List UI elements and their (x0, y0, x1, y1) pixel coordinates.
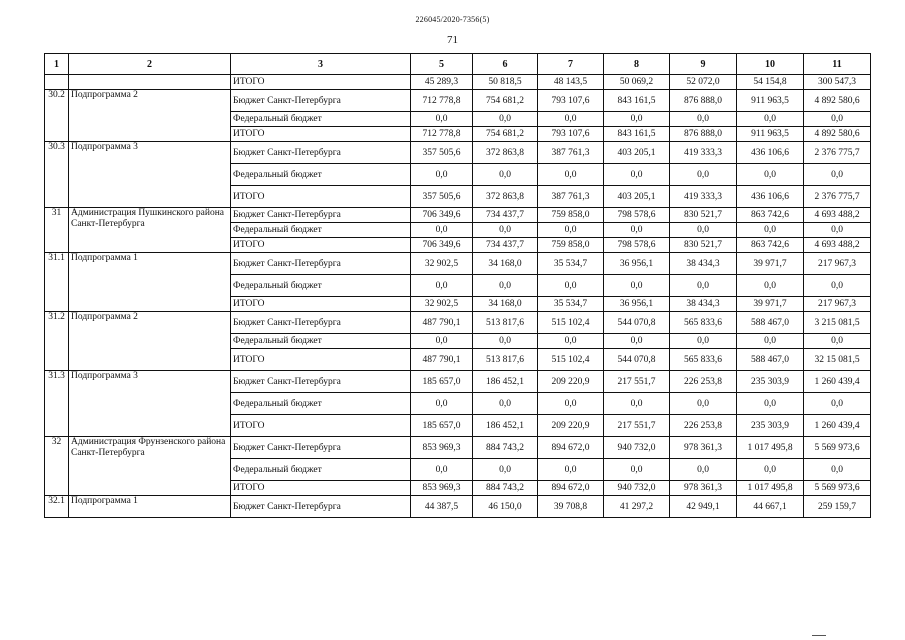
table-row (45, 312, 871, 334)
amount-cell: 0,0 (538, 164, 604, 186)
page-number: 71 (447, 34, 458, 46)
amount-cell: 0,0 (737, 334, 804, 349)
amount-cell: 0,0 (804, 334, 871, 349)
amount-cell: 940 732,0 (604, 437, 670, 459)
row-number: 31.1 (45, 253, 69, 312)
amount-cell: 0,0 (538, 459, 604, 481)
amount-cell: 544 070,8 (604, 312, 670, 334)
funding-source: Бюджет Санкт-Петербурга (231, 312, 411, 334)
funding-source: ИТОГО (231, 75, 411, 90)
funding-source: Федеральный бюджет (231, 164, 411, 186)
amount-cell: 226 253,8 (670, 415, 737, 437)
amount-cell: 39 971,7 (737, 297, 804, 312)
amount-cell: 588 467,0 (737, 349, 804, 371)
amount-cell: 0,0 (804, 164, 871, 186)
amount-cell: 515 102,4 (538, 349, 604, 371)
amount-cell: 226 253,8 (670, 371, 737, 393)
amount-cell: 217 967,3 (804, 253, 871, 275)
amount-cell: 876 888,0 (670, 127, 737, 142)
amount-cell: 911 963,5 (737, 90, 804, 112)
amount-cell: 0,0 (604, 223, 670, 238)
funding-source: Бюджет Санкт-Петербурга (231, 208, 411, 223)
amount-cell: 978 361,3 (670, 481, 737, 496)
amount-cell: 0,0 (538, 334, 604, 349)
funding-source: Бюджет Санкт-Петербурга (231, 437, 411, 459)
amount-cell: 0,0 (604, 275, 670, 297)
amount-cell: 863 742,6 (737, 208, 804, 223)
program-name: Подпрограмма 1 (69, 496, 231, 518)
amount-cell: 894 672,0 (538, 437, 604, 459)
amount-cell: 38 434,3 (670, 253, 737, 275)
amount-cell: 830 521,7 (670, 238, 737, 253)
amount-cell: 0,0 (670, 164, 737, 186)
table-row (45, 437, 871, 459)
amount-cell: 387 761,3 (538, 186, 604, 208)
amount-cell: 0,0 (670, 459, 737, 481)
amount-cell: 0,0 (604, 393, 670, 415)
funding-source: Федеральный бюджет (231, 459, 411, 481)
amount-cell: 46 150,0 (473, 496, 538, 518)
funding-source: ИТОГО (231, 127, 411, 142)
amount-cell: 54 154,8 (737, 75, 804, 90)
amount-cell: 32 15 081,5 (804, 349, 871, 371)
column-header: 3 (231, 54, 411, 75)
funding-source: ИТОГО (231, 349, 411, 371)
amount-cell: 0,0 (804, 112, 871, 127)
funding-source: Бюджет Санкт-Петербурга (231, 142, 411, 164)
amount-cell: 0,0 (411, 223, 473, 238)
amount-cell: 2 376 775,7 (804, 142, 871, 164)
column-header: 9 (670, 54, 737, 75)
amount-cell: 843 161,5 (604, 90, 670, 112)
row-number: 30.3 (45, 142, 69, 208)
amount-cell: 940 732,0 (604, 481, 670, 496)
program-name: Подпрограмма 2 (69, 312, 231, 371)
amount-cell: 235 303,9 (737, 415, 804, 437)
amount-cell: 387 761,3 (538, 142, 604, 164)
amount-cell: 0,0 (473, 164, 538, 186)
column-header: 5 (411, 54, 473, 75)
amount-cell: 830 521,7 (670, 208, 737, 223)
amount-cell: 712 778,8 (411, 127, 473, 142)
row-number: 31.2 (45, 312, 69, 371)
amount-cell: 0,0 (604, 164, 670, 186)
amount-cell: 0,0 (670, 112, 737, 127)
amount-cell: 39 971,7 (737, 253, 804, 275)
table-row (45, 90, 871, 112)
amount-cell: 1 260 439,4 (804, 415, 871, 437)
amount-cell: 712 778,8 (411, 90, 473, 112)
program-name: Подпрограмма 1 (69, 253, 231, 312)
amount-cell: 0,0 (538, 393, 604, 415)
amount-cell: 0,0 (737, 112, 804, 127)
program-name: Подпрограмма 3 (69, 371, 231, 437)
row-number: 30.2 (45, 90, 69, 142)
amount-cell: 419 333,3 (670, 142, 737, 164)
amount-cell: 48 143,5 (538, 75, 604, 90)
amount-cell: 0,0 (538, 223, 604, 238)
amount-cell: 186 452,1 (473, 371, 538, 393)
amount-cell: 357 505,6 (411, 186, 473, 208)
amount-cell: 0,0 (411, 164, 473, 186)
amount-cell: 34 168,0 (473, 253, 538, 275)
amount-cell: 357 505,6 (411, 142, 473, 164)
amount-cell: 34 168,0 (473, 297, 538, 312)
amount-cell: 209 220,9 (538, 371, 604, 393)
amount-cell: 0,0 (411, 112, 473, 127)
amount-cell: 39 708,8 (538, 496, 604, 518)
amount-cell: 1 017 495,8 (737, 481, 804, 496)
amount-cell: 436 106,6 (737, 186, 804, 208)
table-row (45, 496, 871, 518)
amount-cell: 217 967,3 (804, 297, 871, 312)
amount-cell: 52 072,0 (670, 75, 737, 90)
amount-cell: 0,0 (604, 334, 670, 349)
column-header: 7 (538, 54, 604, 75)
amount-cell: 487 790,1 (411, 349, 473, 371)
row-number: 32 (45, 437, 69, 496)
amount-cell: 884 743,2 (473, 481, 538, 496)
row-number: 31 (45, 208, 69, 253)
amount-cell: 42 949,1 (670, 496, 737, 518)
amount-cell: 0,0 (670, 275, 737, 297)
amount-cell: 44 387,5 (411, 496, 473, 518)
amount-cell: 978 361,3 (670, 437, 737, 459)
amount-cell: 0,0 (473, 275, 538, 297)
program-name: Подпрограмма 3 (69, 142, 231, 208)
amount-cell: 734 437,7 (473, 238, 538, 253)
amount-cell: 3 215 081,5 (804, 312, 871, 334)
amount-cell: 0,0 (670, 223, 737, 238)
amount-cell: 4 693 488,2 (804, 208, 871, 223)
amount-cell: 863 742,6 (737, 238, 804, 253)
table-row (45, 75, 871, 90)
funding-source: Бюджет Санкт-Петербурга (231, 496, 411, 518)
funding-source: Бюджет Санкт-Петербурга (231, 371, 411, 393)
funding-source: ИТОГО (231, 415, 411, 437)
table-row (45, 142, 871, 164)
amount-cell: 0,0 (473, 223, 538, 238)
row-number: 32.1 (45, 496, 69, 518)
amount-cell: 793 107,6 (538, 90, 604, 112)
row-number (45, 75, 69, 90)
funding-source: ИТОГО (231, 186, 411, 208)
amount-cell: 565 833,6 (670, 312, 737, 334)
amount-cell: 0,0 (473, 112, 538, 127)
amount-cell: 44 667,1 (737, 496, 804, 518)
amount-cell: 4 892 580,6 (804, 127, 871, 142)
amount-cell: 38 434,3 (670, 297, 737, 312)
amount-cell: 798 578,6 (604, 238, 670, 253)
amount-cell: 706 349,6 (411, 238, 473, 253)
amount-cell: 894 672,0 (538, 481, 604, 496)
amount-cell: 0,0 (804, 275, 871, 297)
amount-cell: 41 297,2 (604, 496, 670, 518)
amount-cell: 300 547,3 (804, 75, 871, 90)
funding-source: Федеральный бюджет (231, 223, 411, 238)
row-number: 31.3 (45, 371, 69, 437)
amount-cell: 217 551,7 (604, 415, 670, 437)
amount-cell: 4 693 488,2 (804, 238, 871, 253)
amount-cell: 588 467,0 (737, 312, 804, 334)
amount-cell: 876 888,0 (670, 90, 737, 112)
funding-source: Бюджет Санкт-Петербурга (231, 253, 411, 275)
amount-cell: 259 159,7 (804, 496, 871, 518)
amount-cell: 798 578,6 (604, 208, 670, 223)
amount-cell: 0,0 (473, 334, 538, 349)
program-name: Администрация Пушкинского района Санкт-Петербурга (69, 208, 231, 253)
amount-cell: 2 376 775,7 (804, 186, 871, 208)
amount-cell: 0,0 (411, 393, 473, 415)
amount-cell: 0,0 (604, 112, 670, 127)
amount-cell: 754 681,2 (473, 127, 538, 142)
amount-cell: 35 534,7 (538, 253, 604, 275)
table-row (45, 253, 871, 275)
amount-cell: 754 681,2 (473, 90, 538, 112)
amount-cell: 734 437,7 (473, 208, 538, 223)
column-header: 6 (473, 54, 538, 75)
amount-cell: 0,0 (473, 393, 538, 415)
amount-cell: 793 107,6 (538, 127, 604, 142)
amount-cell: 0,0 (737, 275, 804, 297)
funding-source: ИТОГО (231, 297, 411, 312)
amount-cell: 544 070,8 (604, 349, 670, 371)
program-name: Администрация Фрунзенского района Санкт-Петербурга (69, 437, 231, 496)
amount-cell: 436 106,6 (737, 142, 804, 164)
funding-source: Федеральный бюджет (231, 334, 411, 349)
amount-cell: 759 858,0 (538, 238, 604, 253)
amount-cell: 0,0 (804, 223, 871, 238)
amount-cell: 185 657,0 (411, 371, 473, 393)
budget-table (44, 53, 871, 518)
amount-cell: 209 220,9 (538, 415, 604, 437)
amount-cell: 0,0 (737, 164, 804, 186)
amount-cell: 0,0 (670, 393, 737, 415)
amount-cell: 50 818,5 (473, 75, 538, 90)
funding-source: ИТОГО (231, 238, 411, 253)
program-name: Подпрограмма 2 (69, 90, 231, 142)
amount-cell: 50 069,2 (604, 75, 670, 90)
header-row (45, 54, 871, 75)
amount-cell: 45 289,3 (411, 75, 473, 90)
amount-cell: 759 858,0 (538, 208, 604, 223)
amount-cell: 0,0 (804, 459, 871, 481)
amount-cell: 217 551,7 (604, 371, 670, 393)
amount-cell: 0,0 (737, 393, 804, 415)
program-name (69, 75, 231, 90)
table-body (45, 75, 871, 518)
table-row (45, 371, 871, 393)
amount-cell: 372 863,8 (473, 142, 538, 164)
column-header: 11 (804, 54, 871, 75)
amount-cell: 35 534,7 (538, 297, 604, 312)
amount-cell: 843 161,5 (604, 127, 670, 142)
amount-cell: 0,0 (538, 275, 604, 297)
amount-cell: 5 569 973,6 (804, 437, 871, 459)
amount-cell: 0,0 (538, 112, 604, 127)
amount-cell: 513 817,6 (473, 312, 538, 334)
amount-cell: 0,0 (737, 223, 804, 238)
column-header: 10 (737, 54, 804, 75)
funding-source: Федеральный бюджет (231, 112, 411, 127)
amount-cell: 185 657,0 (411, 415, 473, 437)
amount-cell: 4 892 580,6 (804, 90, 871, 112)
amount-cell: 1 017 495,8 (737, 437, 804, 459)
amount-cell: 32 902,5 (411, 297, 473, 312)
amount-cell: 0,0 (670, 334, 737, 349)
amount-cell: 1 260 439,4 (804, 371, 871, 393)
funding-source: Федеральный бюджет (231, 275, 411, 297)
amount-cell: 32 902,5 (411, 253, 473, 275)
amount-cell: 565 833,6 (670, 349, 737, 371)
amount-cell: 36 956,1 (604, 253, 670, 275)
funding-source: Бюджет Санкт-Петербурга (231, 90, 411, 112)
funding-source: Федеральный бюджет (231, 393, 411, 415)
amount-cell: 853 969,3 (411, 481, 473, 496)
column-header: 2 (69, 54, 231, 75)
amount-cell: 5 569 973,6 (804, 481, 871, 496)
amount-cell: 853 969,3 (411, 437, 473, 459)
amount-cell: 0,0 (473, 459, 538, 481)
amount-cell: 515 102,4 (538, 312, 604, 334)
column-header: 8 (604, 54, 670, 75)
table-row (45, 208, 871, 223)
amount-cell: 911 963,5 (737, 127, 804, 142)
amount-cell: 487 790,1 (411, 312, 473, 334)
funding-source: ИТОГО (231, 481, 411, 496)
amount-cell: 36 956,1 (604, 297, 670, 312)
amount-cell: 0,0 (411, 334, 473, 349)
amount-cell: 403 205,1 (604, 142, 670, 164)
amount-cell: 513 817,6 (473, 349, 538, 371)
amount-cell: 403 205,1 (604, 186, 670, 208)
amount-cell: 0,0 (804, 393, 871, 415)
amount-cell: 0,0 (604, 459, 670, 481)
amount-cell: 186 452,1 (473, 415, 538, 437)
amount-cell: 0,0 (737, 459, 804, 481)
amount-cell: 706 349,6 (411, 208, 473, 223)
column-header: 1 (45, 54, 69, 75)
amount-cell: 372 863,8 (473, 186, 538, 208)
amount-cell: 419 333,3 (670, 186, 737, 208)
document-number: 226045/2020-7356(5) (415, 15, 490, 24)
amount-cell: 235 303,9 (737, 371, 804, 393)
amount-cell: 0,0 (411, 275, 473, 297)
amount-cell: 0,0 (411, 459, 473, 481)
scan-mark (812, 635, 826, 636)
amount-cell: 884 743,2 (473, 437, 538, 459)
